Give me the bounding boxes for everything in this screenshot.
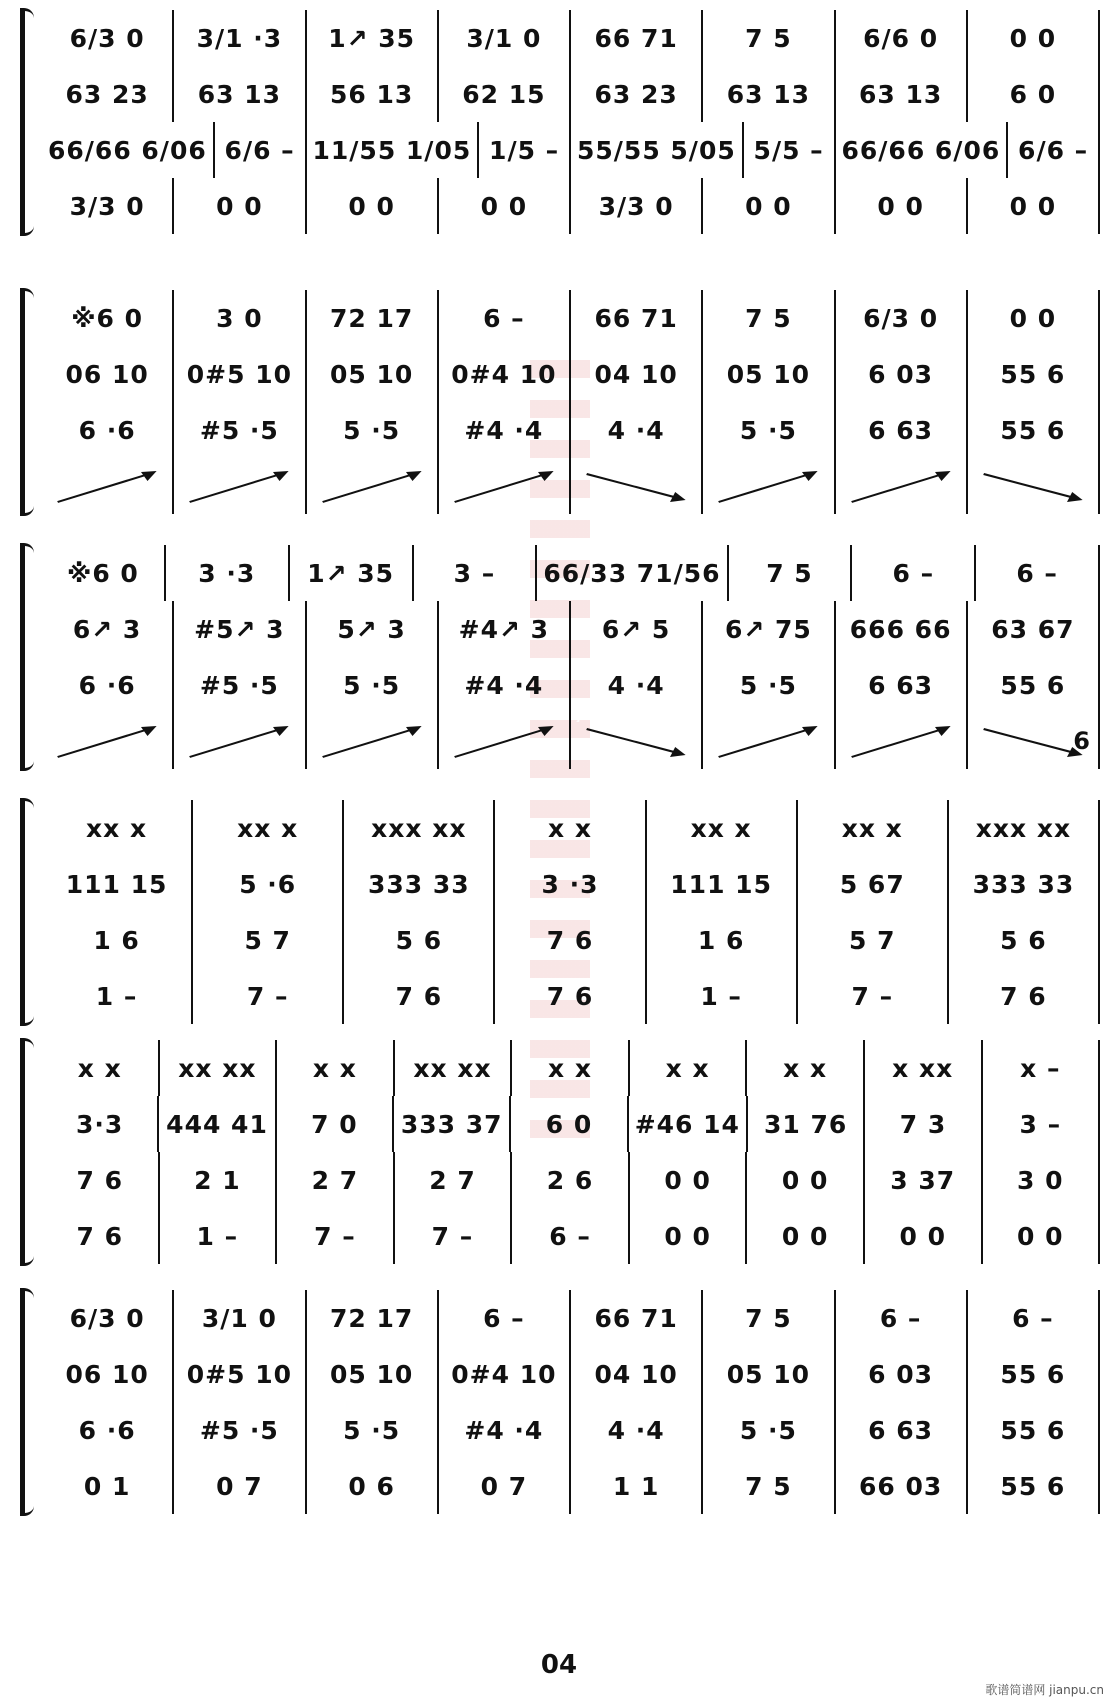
measure-notes: x – [983, 1040, 1101, 1096]
measure-notes: 3 ·3 [495, 856, 646, 912]
glissando-arrow [174, 458, 306, 514]
measure-notes: 6 0 [968, 66, 1100, 122]
measure-notes: 7 5 [729, 545, 853, 601]
score-row [42, 1152, 1100, 1208]
score-row [42, 800, 1100, 856]
measure-notes: #4 ·4 [439, 402, 571, 458]
measure-notes: 3/1 ·3 [174, 10, 306, 66]
score-row [42, 657, 1100, 713]
score-row [42, 968, 1100, 1024]
measure-notes: 1↗ 35 [290, 545, 414, 601]
measure-notes: 5 ·5 [307, 402, 439, 458]
measure-notes: 0 0 [983, 1208, 1101, 1264]
system-bracket [20, 10, 34, 234]
score-row [42, 178, 1100, 234]
measure-notes: 55/55 5/05 [571, 122, 744, 178]
measure-notes: 04 10 [571, 346, 703, 402]
measure-notes: 66 71 [571, 10, 703, 66]
measure-notes: 5/5 – [744, 122, 836, 178]
measure-notes: 0 0 [836, 178, 968, 234]
arrow-symbol: ↗ [176, 460, 184, 470]
measure-notes: 0 0 [174, 178, 306, 234]
system-bracket [20, 800, 34, 1024]
score-row [42, 713, 1100, 769]
measure-notes: 3/1 0 [174, 1290, 306, 1346]
measure-notes: #5 ·5 [174, 402, 306, 458]
measure-notes: 6/6 0 [836, 10, 968, 66]
measure-notes: 0 6 [307, 1458, 439, 1514]
arrow-symbol: ↗ [705, 715, 713, 725]
glissando-arrow [439, 458, 571, 514]
arrow-symbol: ↗ [308, 460, 317, 470]
measure-notes: 0 0 [865, 1208, 983, 1264]
measure-notes: 3 – [983, 1096, 1100, 1152]
score-row [42, 1346, 1100, 1402]
measure-notes: 4 ·4 [571, 1402, 703, 1458]
measure-notes: 6 – [968, 1290, 1100, 1346]
measure-notes: 63 67 [968, 601, 1100, 657]
measure-notes: #5 ·5 [174, 657, 306, 713]
measure-notes: 0 0 [703, 178, 835, 234]
measure-notes: 55 6 [968, 1402, 1100, 1458]
measure-notes: x x [512, 1040, 630, 1096]
measure-notes: 5 ·5 [703, 657, 835, 713]
measure-notes: 66/33 71/56 [537, 545, 728, 601]
measure-notes: #4 ·4 [439, 657, 571, 713]
measure-notes: 0 0 [439, 178, 571, 234]
measure-notes: 55 6 [968, 657, 1100, 713]
measure-notes: 5 7 [798, 912, 949, 968]
measure-notes: 111 15 [42, 856, 193, 912]
arrow-symbol: ↘ [573, 460, 581, 470]
measure-notes: 444 41 [159, 1096, 276, 1152]
measure-notes: 6 03 [836, 1346, 968, 1402]
measure-notes: xx xx [395, 1040, 513, 1096]
measure-notes: 7 5 [703, 1458, 835, 1514]
measure-notes: 7 5 [703, 10, 835, 66]
measure-notes: 6 63 [836, 402, 968, 458]
measure-notes: 6/6 – [1008, 122, 1100, 178]
measure-notes: 7 – [395, 1208, 513, 1264]
measure-notes: 3 – [414, 545, 538, 601]
score-system [20, 800, 1100, 1024]
measure-notes: 1/5 – [479, 122, 571, 178]
glissando-arrow [571, 713, 703, 769]
measure-notes: 7 – [277, 1208, 395, 1264]
glissando-arrow [42, 713, 174, 769]
measure-notes: 0 0 [968, 290, 1100, 346]
score-row [42, 601, 1100, 657]
glissando-arrow [571, 458, 703, 514]
score-row [42, 458, 1100, 514]
score-row [42, 1402, 1100, 1458]
measure-notes: 7 – [193, 968, 344, 1024]
score-system [20, 290, 1100, 514]
measure-notes: 6 0 [511, 1096, 628, 1152]
measure-notes: 7 6 [495, 912, 646, 968]
measure-notes: 6 – [512, 1208, 630, 1264]
measure-notes: 0 0 [747, 1152, 865, 1208]
measure-notes: xxx xx [344, 800, 495, 856]
measure-notes: 62 15 [439, 66, 571, 122]
measure-notes: 31 76 [748, 1096, 865, 1152]
measure-notes: 1 1 [571, 1458, 703, 1514]
score-system [20, 1290, 1100, 1514]
measure-notes: 1 – [160, 1208, 278, 1264]
measure-notes: 6/3 0 [836, 290, 968, 346]
measure-notes: 11/55 1/05 [307, 122, 480, 178]
measure-notes: 5 ·5 [703, 402, 835, 458]
arrow-symbol: ↗ [837, 715, 846, 725]
score-row [42, 1458, 1100, 1514]
measure-notes: 6 ·6 [42, 1402, 174, 1458]
measure-notes: 111 15 [647, 856, 798, 912]
measure-notes: 05 10 [307, 1346, 439, 1402]
measure-notes: 56 13 [307, 66, 439, 122]
measure-notes: #5↗ 3 [174, 601, 306, 657]
measure-notes: 2 7 [277, 1152, 395, 1208]
measure-notes: 0 0 [968, 178, 1100, 234]
measure-notes: #5 ·5 [174, 1402, 306, 1458]
measure-notes: x x [630, 1040, 748, 1096]
measure-notes: 63 13 [703, 66, 835, 122]
score-row [42, 346, 1100, 402]
measure-notes: 0 0 [630, 1152, 748, 1208]
system-bracket [20, 1040, 34, 1264]
measure-notes: xx x [42, 800, 193, 856]
arrow-symbol: ↘ 6 [969, 715, 986, 725]
score-row [42, 1208, 1100, 1264]
measure-notes: 6↗ 3 [42, 601, 174, 657]
measure-notes: 6 ·6 [42, 402, 174, 458]
measure-notes: 333 33 [344, 856, 495, 912]
measure-notes: 2 1 [160, 1152, 278, 1208]
measure-notes: 3·3 [42, 1096, 159, 1152]
arrow-symbol: ↗ [44, 715, 52, 725]
measure-notes: 6 – [836, 1290, 968, 1346]
measure-notes: x xx [865, 1040, 983, 1096]
measure-notes: x x [495, 800, 646, 856]
measure-notes: 66/66 6/06 [836, 122, 1009, 178]
measure-notes: 6/3 0 [42, 1290, 174, 1346]
measure-notes: #4↗ 3 [439, 601, 571, 657]
measure-notes: 0 0 [630, 1208, 748, 1264]
glissando-arrow [439, 713, 571, 769]
glissando-arrow [703, 458, 835, 514]
measure-notes: x x [747, 1040, 865, 1096]
measure-notes: 4 ·4 [571, 402, 703, 458]
glissando-arrow [307, 713, 439, 769]
measure-notes: 7 6 [495, 968, 646, 1024]
measure-notes: xx x [193, 800, 344, 856]
measure-notes: 0#4 10 [439, 346, 571, 402]
measure-notes: 66 71 [571, 1290, 703, 1346]
measure-notes: 3/1 0 [439, 10, 571, 66]
measure-notes: 55 6 [968, 402, 1100, 458]
measure-notes: 3 0 [983, 1152, 1101, 1208]
measure-notes: 0 0 [747, 1208, 865, 1264]
score-row [42, 10, 1100, 66]
measure-notes: 1 – [42, 968, 193, 1024]
measure-notes: 6 – [852, 545, 976, 601]
measure-notes: 0 0 [307, 178, 439, 234]
score-row [42, 402, 1100, 458]
measure-notes: 2 7 [395, 1152, 513, 1208]
measure-notes: xxx xx [949, 800, 1100, 856]
measure-notes: 72 17 [307, 1290, 439, 1346]
measure-notes: 6/6 – [215, 122, 307, 178]
measure-notes: 55 6 [968, 1458, 1100, 1514]
measure-notes: 05 10 [307, 346, 439, 402]
measure-notes: 63 13 [836, 66, 968, 122]
arrow-symbol: ↗ [176, 715, 184, 725]
arrow-symbol: ↗ [837, 460, 846, 470]
measure-notes: 0 0 [968, 10, 1100, 66]
measure-notes: 6 ·6 [42, 657, 174, 713]
system-bracket [20, 290, 34, 514]
measure-notes: 04 10 [571, 1346, 703, 1402]
measure-notes: 7 6 [949, 968, 1100, 1024]
measure-notes: 63 23 [42, 66, 174, 122]
measure-notes: 6/3 0 [42, 10, 174, 66]
measure-notes: 05 10 [703, 346, 835, 402]
arrow-symbol: ↗ [308, 715, 317, 725]
score-row [42, 856, 1100, 912]
measure-notes: 66 71 [571, 290, 703, 346]
measure-notes: 1↗ 35 [307, 10, 439, 66]
score-row [42, 1040, 1100, 1096]
glissando-arrow [307, 458, 439, 514]
measure-notes: xx xx [160, 1040, 278, 1096]
glissando-arrow [174, 713, 306, 769]
arrow-symbol: ↗ [705, 460, 713, 470]
measure-notes: 3 37 [865, 1152, 983, 1208]
measure-notes: 7 5 [703, 290, 835, 346]
measure-notes: 5 7 [193, 912, 344, 968]
measure-notes: 5 6 [949, 912, 1100, 968]
score-row [42, 1096, 1100, 1152]
measure-notes: 5 ·5 [307, 1402, 439, 1458]
measure-notes: 72 17 [307, 290, 439, 346]
measure-notes: 7 6 [42, 1208, 160, 1264]
glissando-arrow [836, 458, 968, 514]
measure-notes: 06 10 [42, 346, 174, 402]
measure-notes: 66 03 [836, 1458, 968, 1514]
measure-notes: xx x [647, 800, 798, 856]
measure-notes: x x [277, 1040, 395, 1096]
measure-notes: 1 – [647, 968, 798, 1024]
measure-notes: 5↗ 3 [307, 601, 439, 657]
measure-notes: #4 ·4 [439, 1402, 571, 1458]
score-row [42, 66, 1100, 122]
measure-notes: 6 – [976, 545, 1100, 601]
score-row [42, 545, 1100, 601]
measure-notes: 0#5 10 [174, 1346, 306, 1402]
measure-notes: 666 66 [836, 601, 968, 657]
measure-notes: 333 37 [394, 1096, 511, 1152]
measure-notes: x x [42, 1040, 160, 1096]
measure-notes: 6 63 [836, 1402, 968, 1458]
measure-notes: ※6 0 [42, 545, 166, 601]
measure-notes: 7 5 [703, 1290, 835, 1346]
score-row [42, 122, 1100, 178]
score-row [42, 912, 1100, 968]
measure-notes: 0 7 [439, 1458, 571, 1514]
measure-notes: 2 6 [512, 1152, 630, 1208]
measure-notes: 0 7 [174, 1458, 306, 1514]
arrow-symbol: ↗ [44, 460, 52, 470]
measure-notes: 6 – [439, 1290, 571, 1346]
measure-notes: 3 0 [174, 290, 306, 346]
system-bracket [20, 545, 34, 769]
measure-notes: 0#5 10 [174, 346, 306, 402]
measure-notes: 3 ·3 [166, 545, 290, 601]
measure-notes: 3/3 0 [42, 178, 174, 234]
glissando-arrow: 6 ↘ 6 [968, 713, 1100, 769]
measure-notes: 55 6 [968, 346, 1100, 402]
score-system [20, 10, 1100, 234]
measure-notes: 7 3 [865, 1096, 982, 1152]
measure-notes: 7 0 [277, 1096, 394, 1152]
system-bracket [20, 1290, 34, 1514]
measure-notes: 5 67 [798, 856, 949, 912]
measure-notes: 4 ·4 [571, 657, 703, 713]
glissando-arrow [42, 458, 174, 514]
measure-notes: 05 10 [703, 1346, 835, 1402]
glissando-arrow [703, 713, 835, 769]
measure-notes: 6↗ 75 [703, 601, 835, 657]
measure-notes: 66/66 6/06 [42, 122, 215, 178]
measure-notes: 5 ·5 [703, 1402, 835, 1458]
measure-notes: 5 ·6 [193, 856, 344, 912]
arrow-symbol: ↘ [573, 715, 581, 725]
measure-notes: 0 1 [42, 1458, 174, 1514]
measure-notes: 3/3 0 [571, 178, 703, 234]
arrow-symbol: ↘ [969, 460, 978, 470]
measure-notes: 6 63 [836, 657, 968, 713]
measure-notes: 55 6 [968, 1346, 1100, 1402]
score-system [20, 1040, 1100, 1264]
measure-notes: 1 6 [647, 912, 798, 968]
measure-notes: 5 6 [344, 912, 495, 968]
arrow-symbol: ↗ [440, 715, 449, 725]
measure-notes: xx x [798, 800, 949, 856]
measure-notes: 1 6 [42, 912, 193, 968]
score-row [42, 290, 1100, 346]
measure-notes: 7 6 [42, 1152, 160, 1208]
score-row [42, 1290, 1100, 1346]
measure-notes: 5 ·5 [307, 657, 439, 713]
site-watermark: 歌谱简谱网 jianpu.cn [985, 1683, 1104, 1697]
measure-notes: 7 6 [344, 968, 495, 1024]
measure-notes: 6 – [439, 290, 571, 346]
measure-notes: 6 03 [836, 346, 968, 402]
measure-notes: #46 14 [629, 1096, 748, 1152]
measure-notes: 7 – [798, 968, 949, 1024]
glissando-arrow [968, 458, 1100, 514]
score-system [20, 545, 1100, 769]
page-number: 04 [540, 1650, 578, 1680]
measure-notes: 63 13 [174, 66, 306, 122]
measure-notes: 333 33 [949, 856, 1100, 912]
measure-notes: 0#4 10 [439, 1346, 571, 1402]
glissando-arrow [836, 713, 968, 769]
measure-notes: 63 23 [571, 66, 703, 122]
measure-notes: ※6 0 [42, 290, 174, 346]
arrow-symbol: ↗ [440, 460, 449, 470]
measure-notes: 06 10 [42, 1346, 174, 1402]
measure-notes: 6↗ 5 [571, 601, 703, 657]
